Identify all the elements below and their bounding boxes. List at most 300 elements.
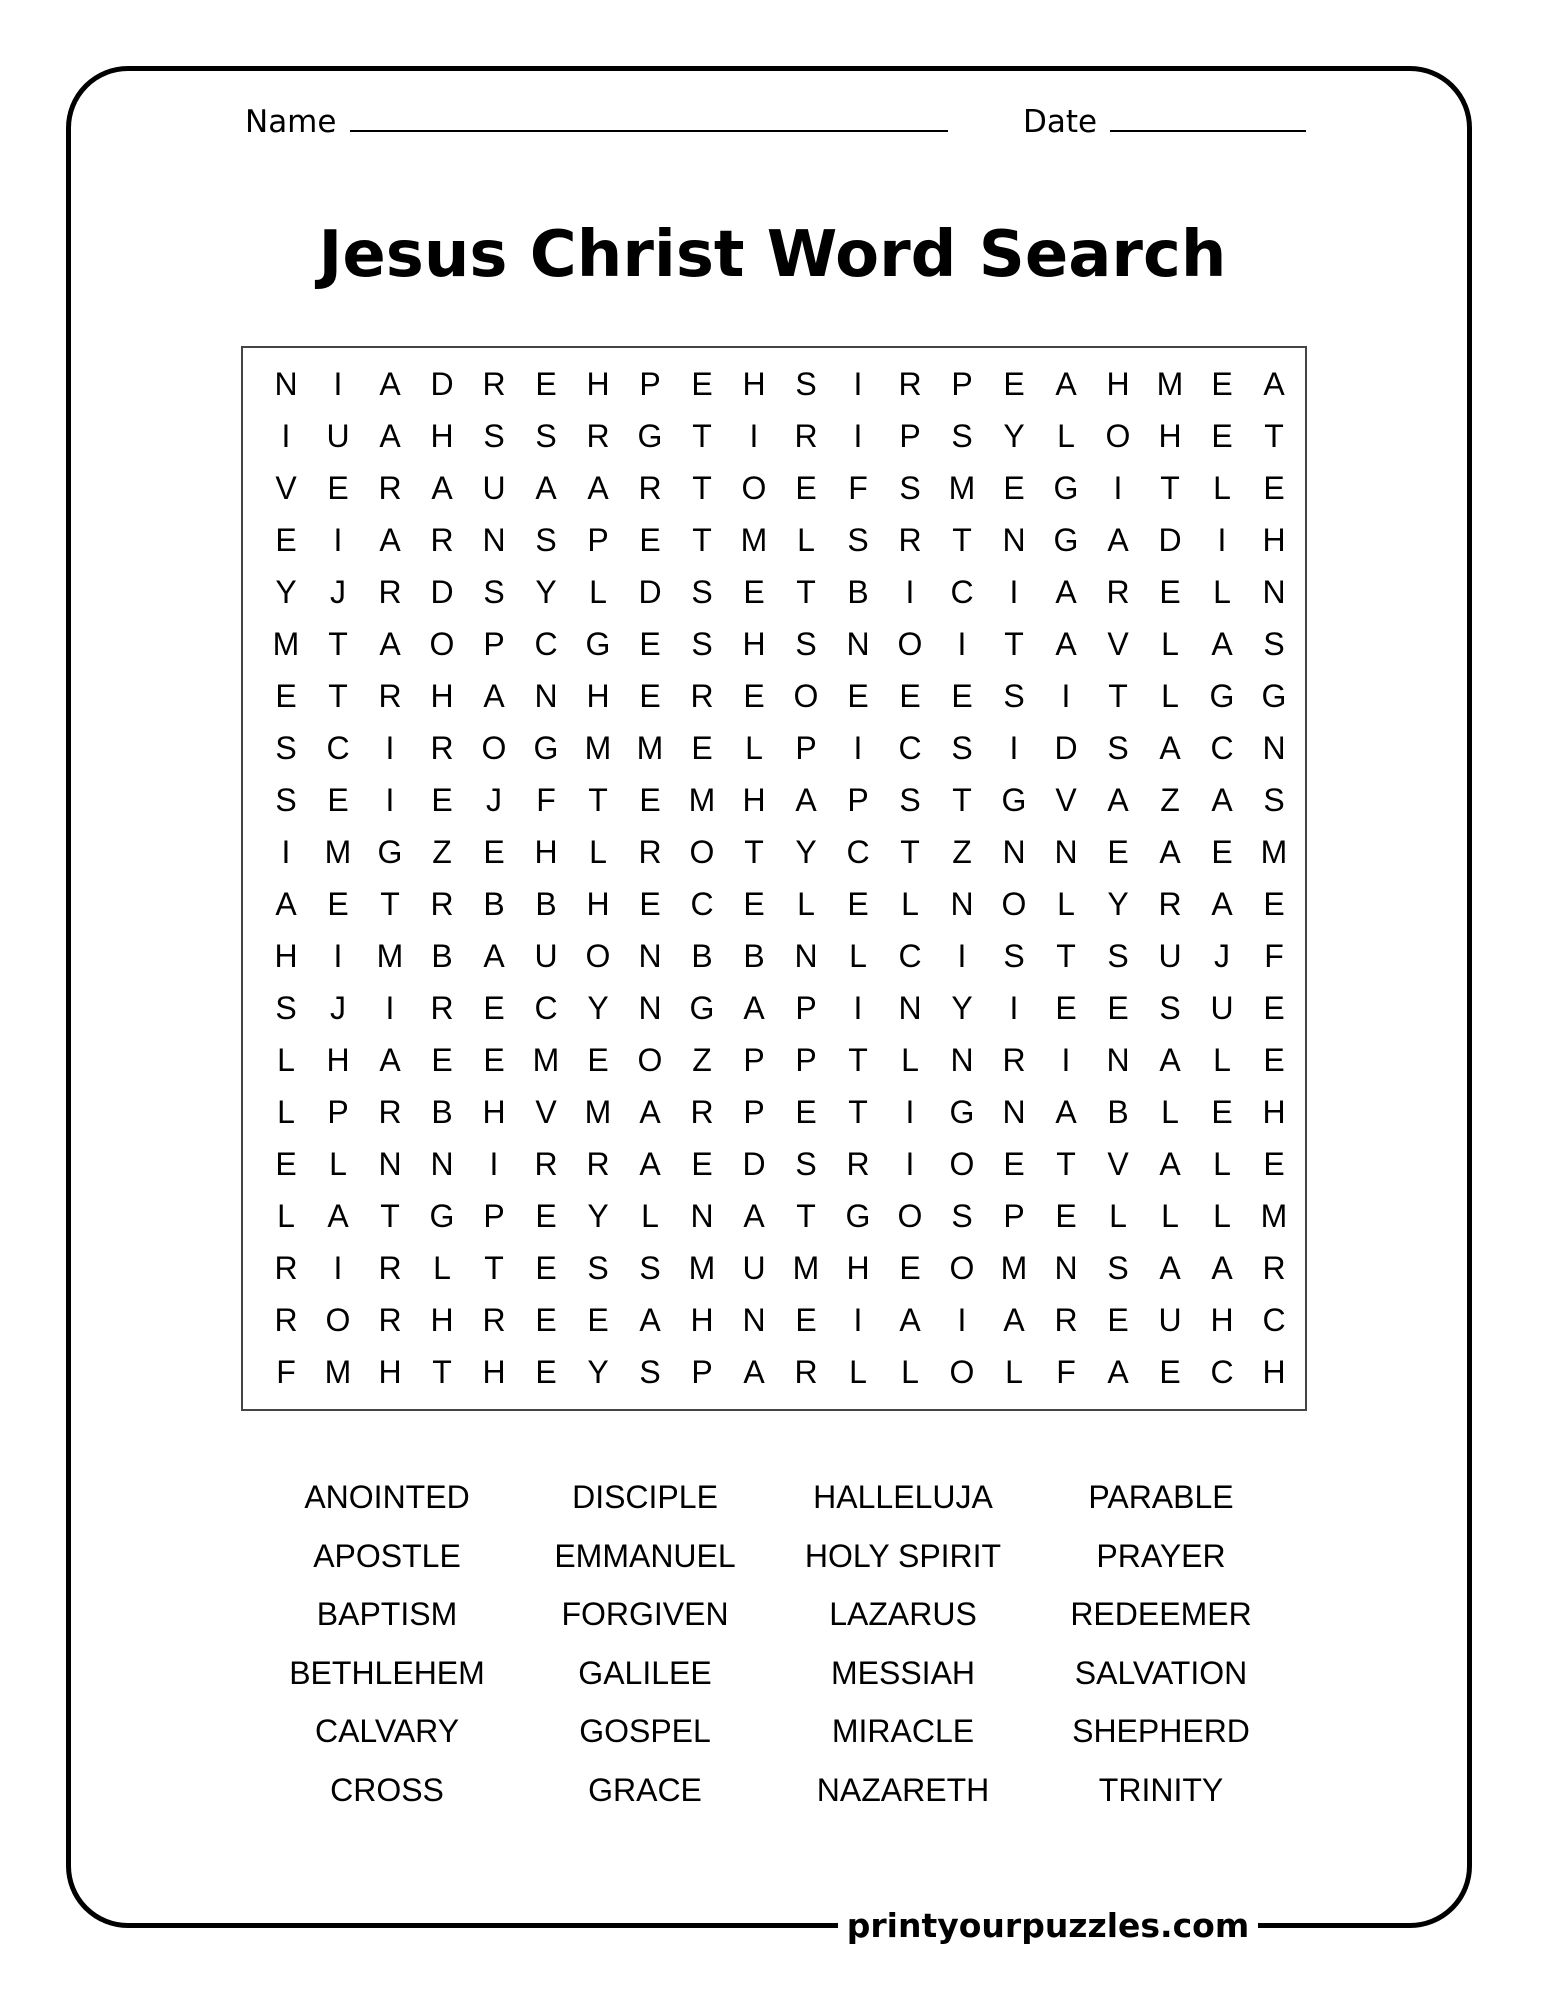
grid-letter[interactable]: E [587, 1041, 609, 1078]
grid-letter[interactable]: L [641, 1197, 659, 1234]
grid-letter[interactable]: H [430, 677, 454, 714]
grid-letter[interactable]: E [1107, 989, 1129, 1026]
grid-letter[interactable]: P [483, 625, 505, 662]
grid-letter[interactable]: L [901, 1353, 919, 1390]
grid-letter[interactable]: V [1107, 1145, 1129, 1182]
grid-letter[interactable]: E [1055, 989, 1077, 1026]
grid-letter[interactable]: S [275, 781, 297, 818]
grid-letter[interactable]: M [688, 1249, 716, 1286]
grid-letter[interactable]: F [276, 1353, 296, 1390]
grid-letter[interactable]: N [638, 989, 662, 1026]
grid-letter[interactable]: S [691, 625, 713, 662]
grid-letter[interactable]: D [430, 365, 454, 402]
grid-letter[interactable]: O [689, 833, 715, 870]
grid-letter[interactable]: N [1002, 833, 1026, 870]
grid-letter[interactable]: I [905, 1145, 915, 1182]
grid-letter[interactable]: F [1264, 937, 1284, 974]
grid-letter[interactable]: E [795, 1301, 817, 1338]
grid-letter[interactable]: S [691, 573, 713, 610]
grid-letter[interactable]: A [1055, 625, 1077, 662]
grid-letter[interactable]: A [639, 1145, 661, 1182]
grid-letter[interactable]: E [1003, 469, 1025, 506]
grid-letter[interactable]: I [853, 1301, 863, 1338]
grid-letter[interactable]: N [950, 885, 974, 922]
grid-letter[interactable]: H [586, 885, 610, 922]
grid-letter[interactable]: R [378, 1249, 402, 1286]
grid-letter[interactable]: A [899, 1301, 921, 1338]
grid-letter[interactable]: A [327, 1197, 349, 1234]
grid-letter[interactable]: C [1210, 1353, 1234, 1390]
grid-letter[interactable]: I [1009, 729, 1019, 766]
grid-letter[interactable]: I [385, 729, 395, 766]
grid-letter[interactable]: I [905, 573, 915, 610]
grid-letter[interactable]: T [900, 833, 920, 870]
grid-letter[interactable]: P [483, 1197, 505, 1234]
grid-letter[interactable]: S [1003, 677, 1025, 714]
grid-letter[interactable]: B [743, 937, 765, 974]
grid-letter[interactable]: T [588, 781, 608, 818]
grid-letter[interactable]: T [380, 1197, 400, 1234]
grid-letter[interactable]: B [483, 885, 505, 922]
grid-letter[interactable]: M [532, 1041, 560, 1078]
grid-letter[interactable]: R [638, 469, 662, 506]
grid-letter[interactable]: N [1054, 1249, 1078, 1286]
grid-letter[interactable]: S [795, 1145, 817, 1182]
grid-letter[interactable]: R [586, 417, 610, 454]
grid-letter[interactable]: R [898, 365, 922, 402]
grid-letter[interactable]: S [795, 365, 817, 402]
grid-letter[interactable]: R [1106, 573, 1130, 610]
grid-letter[interactable]: O [793, 677, 819, 714]
grid-letter[interactable]: I [281, 833, 291, 870]
grid-letter[interactable]: A [1107, 521, 1129, 558]
grid-letter[interactable]: B [691, 937, 713, 974]
grid-letter[interactable]: V [535, 1093, 557, 1130]
grid-letter[interactable]: E [327, 469, 349, 506]
grid-letter[interactable]: A [379, 625, 401, 662]
grid-letter[interactable]: E [483, 989, 505, 1026]
grid-letter[interactable]: U [482, 469, 506, 506]
grid-letter[interactable]: S [1263, 781, 1285, 818]
grid-letter[interactable]: S [1107, 1249, 1129, 1286]
grid-letter[interactable]: I [853, 989, 863, 1026]
grid-letter[interactable]: T [328, 677, 348, 714]
grid-letter[interactable]: Z [952, 833, 972, 870]
grid-letter[interactable]: E [1263, 1145, 1285, 1182]
grid-letter[interactable]: I [1009, 573, 1019, 610]
grid-letter[interactable]: T [952, 521, 972, 558]
grid-letter[interactable]: V [1055, 781, 1077, 818]
grid-letter[interactable]: F [1056, 1353, 1076, 1390]
grid-letter[interactable]: J [330, 989, 346, 1026]
grid-letter[interactable]: A [431, 469, 453, 506]
grid-letter[interactable]: R [378, 469, 402, 506]
grid-letter[interactable]: I [853, 729, 863, 766]
grid-letter[interactable]: P [951, 365, 973, 402]
grid-letter[interactable]: A [1159, 1249, 1181, 1286]
grid-letter[interactable]: R [638, 833, 662, 870]
grid-letter[interactable]: I [853, 365, 863, 402]
grid-letter[interactable]: R [1158, 885, 1182, 922]
grid-letter[interactable]: U [742, 1249, 766, 1286]
grid-letter[interactable]: O [949, 1353, 975, 1390]
grid-letter[interactable]: P [743, 1093, 765, 1130]
grid-letter[interactable]: Z [1160, 781, 1180, 818]
grid-letter[interactable]: S [951, 729, 973, 766]
grid-letter[interactable]: E [483, 833, 505, 870]
grid-letter[interactable]: N [1106, 1041, 1130, 1078]
grid-letter[interactable]: A [379, 521, 401, 558]
grid-letter[interactable]: E [275, 521, 297, 558]
grid-letter[interactable]: H [742, 781, 766, 818]
grid-letter[interactable]: M [584, 729, 612, 766]
grid-letter[interactable]: O [585, 937, 611, 974]
grid-letter[interactable]: N [794, 937, 818, 974]
grid-letter[interactable]: U [1158, 937, 1182, 974]
grid-letter[interactable]: L [745, 729, 763, 766]
grid-letter[interactable]: L [849, 937, 867, 974]
grid-letter[interactable]: G [1053, 469, 1079, 506]
grid-letter[interactable]: O [949, 1249, 975, 1286]
grid-letter[interactable]: I [957, 625, 967, 662]
grid-letter[interactable]: N [690, 1197, 714, 1234]
grid-letter[interactable]: S [1263, 625, 1285, 662]
grid-letter[interactable]: E [743, 573, 765, 610]
grid-letter[interactable]: L [1213, 469, 1231, 506]
grid-letter[interactable]: A [1055, 573, 1077, 610]
grid-letter[interactable]: C [898, 729, 922, 766]
grid-letter[interactable]: N [378, 1145, 402, 1182]
grid-letter[interactable]: M [376, 937, 404, 974]
grid-letter[interactable]: R [378, 677, 402, 714]
grid-letter[interactable]: H [586, 677, 610, 714]
grid-letter[interactable]: E [795, 1093, 817, 1130]
grid-letter[interactable]: T [744, 833, 764, 870]
grid-letter[interactable]: Z [432, 833, 452, 870]
grid-letter[interactable]: I [853, 417, 863, 454]
grid-letter[interactable]: A [639, 1301, 661, 1338]
grid-letter[interactable]: S [639, 1249, 661, 1286]
grid-letter[interactable]: S [275, 989, 297, 1026]
grid-letter[interactable]: B [847, 573, 869, 610]
grid-letter[interactable]: A [1055, 365, 1077, 402]
grid-letter[interactable]: E [275, 677, 297, 714]
grid-letter[interactable]: H [326, 1041, 350, 1078]
grid-letter[interactable]: N [1002, 1093, 1026, 1130]
grid-letter[interactable]: O [949, 1145, 975, 1182]
grid-letter[interactable]: S [483, 417, 505, 454]
grid-letter[interactable]: A [1159, 833, 1181, 870]
grid-letter[interactable]: M [636, 729, 664, 766]
grid-letter[interactable]: C [326, 729, 350, 766]
grid-letter[interactable]: N [1054, 833, 1078, 870]
grid-letter[interactable]: A [587, 469, 609, 506]
grid-letter[interactable]: E [275, 1145, 297, 1182]
grid-letter[interactable]: O [325, 1301, 351, 1338]
grid-letter[interactable]: Y [587, 1197, 609, 1234]
grid-letter[interactable]: E [1263, 469, 1285, 506]
grid-letter[interactable]: H [274, 937, 298, 974]
grid-letter[interactable]: T [848, 1041, 868, 1078]
grid-letter[interactable]: S [951, 1197, 973, 1234]
grid-letter[interactable]: E [639, 625, 661, 662]
grid-letter[interactable]: S [1107, 937, 1129, 974]
grid-letter[interactable]: H [1262, 1353, 1286, 1390]
grid-letter[interactable]: D [430, 573, 454, 610]
grid-letter[interactable]: T [484, 1249, 504, 1286]
grid-letter[interactable]: L [329, 1145, 347, 1182]
grid-letter[interactable]: E [847, 677, 869, 714]
grid-letter[interactable]: A [1211, 1249, 1233, 1286]
grid-letter[interactable]: J [1214, 937, 1230, 974]
grid-letter[interactable]: S [1003, 937, 1025, 974]
grid-letter[interactable]: B [1107, 1093, 1129, 1130]
grid-letter[interactable]: I [1061, 1041, 1071, 1078]
grid-letter[interactable]: M [740, 521, 768, 558]
grid-letter[interactable]: L [901, 885, 919, 922]
grid-letter[interactable]: E [691, 1145, 713, 1182]
grid-letter[interactable]: L [901, 1041, 919, 1078]
grid-letter[interactable]: M [324, 833, 352, 870]
grid-letter[interactable]: I [1009, 989, 1019, 1026]
grid-letter[interactable]: M [948, 469, 976, 506]
grid-letter[interactable]: E [1055, 1197, 1077, 1234]
grid-letter[interactable]: M [688, 781, 716, 818]
grid-letter[interactable]: I [905, 1093, 915, 1130]
grid-letter[interactable]: S [1107, 729, 1129, 766]
grid-letter[interactable]: U [1158, 1301, 1182, 1338]
grid-letter[interactable]: S [795, 625, 817, 662]
grid-letter[interactable]: A [1003, 1301, 1025, 1338]
grid-letter[interactable]: E [1211, 1093, 1233, 1130]
grid-letter[interactable]: R [378, 573, 402, 610]
grid-letter[interactable]: M [792, 1249, 820, 1286]
grid-letter[interactable]: E [587, 1301, 609, 1338]
grid-letter[interactable]: I [385, 781, 395, 818]
grid-letter[interactable]: T [432, 1353, 452, 1390]
grid-letter[interactable]: E [951, 677, 973, 714]
grid-letter[interactable]: G [429, 1197, 455, 1234]
grid-letter[interactable]: V [275, 469, 297, 506]
grid-letter[interactable]: L [589, 833, 607, 870]
grid-letter[interactable]: G [949, 1093, 975, 1130]
grid-letter[interactable]: I [281, 417, 291, 454]
grid-letter[interactable]: I [1217, 521, 1227, 558]
grid-letter[interactable]: E [1003, 1145, 1025, 1182]
grid-letter[interactable]: P [899, 417, 921, 454]
grid-letter[interactable]: V [1107, 625, 1129, 662]
grid-letter[interactable]: M [1000, 1249, 1028, 1286]
grid-letter[interactable]: M [324, 1353, 352, 1390]
grid-letter[interactable]: G [377, 833, 403, 870]
grid-letter[interactable]: E [639, 521, 661, 558]
grid-letter[interactable]: L [277, 1197, 295, 1234]
grid-letter[interactable]: F [848, 469, 868, 506]
grid-letter[interactable]: G [1001, 781, 1027, 818]
grid-letter[interactable]: P [795, 1041, 817, 1078]
grid-letter[interactable]: A [795, 781, 817, 818]
name-line[interactable] [350, 130, 948, 132]
grid-letter[interactable]: Y [587, 1353, 609, 1390]
grid-letter[interactable]: H [846, 1249, 870, 1286]
grid-letter[interactable]: A [1211, 625, 1233, 662]
grid-letter[interactable]: S [535, 521, 557, 558]
grid-letter[interactable]: E [691, 729, 713, 766]
grid-letter[interactable]: D [742, 1145, 766, 1182]
grid-letter[interactable]: A [535, 469, 557, 506]
grid-letter[interactable]: R [430, 885, 454, 922]
grid-letter[interactable]: Y [951, 989, 973, 1026]
grid-letter[interactable]: E [847, 885, 869, 922]
grid-letter[interactable]: U [534, 937, 558, 974]
grid-letter[interactable]: Z [692, 1041, 712, 1078]
grid-letter[interactable]: E [639, 885, 661, 922]
grid-letter[interactable]: I [957, 937, 967, 974]
grid-letter[interactable]: R [690, 1093, 714, 1130]
grid-letter[interactable]: L [1005, 1353, 1023, 1390]
grid-letter[interactable]: H [430, 417, 454, 454]
grid-letter[interactable]: H [1210, 1301, 1234, 1338]
grid-letter[interactable]: T [796, 1197, 816, 1234]
grid-letter[interactable]: A [1107, 781, 1129, 818]
grid-letter[interactable]: R [482, 1301, 506, 1338]
grid-letter[interactable]: P [795, 989, 817, 1026]
grid-letter[interactable]: R [846, 1145, 870, 1182]
grid-letter[interactable]: E [431, 781, 453, 818]
grid-letter[interactable]: E [1003, 365, 1025, 402]
date-line[interactable] [1110, 130, 1306, 132]
grid-letter[interactable]: A [1263, 365, 1285, 402]
grid-letter[interactable]: E [1159, 573, 1181, 610]
grid-letter[interactable]: I [489, 1145, 499, 1182]
grid-letter[interactable]: J [486, 781, 502, 818]
grid-letter[interactable]: S [639, 1353, 661, 1390]
grid-letter[interactable]: J [330, 573, 346, 610]
grid-letter[interactable]: E [1211, 365, 1233, 402]
grid-letter[interactable]: C [534, 625, 558, 662]
grid-letter[interactable]: O [741, 469, 767, 506]
grid-letter[interactable]: E [743, 677, 765, 714]
grid-letter[interactable]: N [482, 521, 506, 558]
grid-letter[interactable]: R [482, 365, 506, 402]
grid-letter[interactable]: G [689, 989, 715, 1026]
grid-letter[interactable]: A [379, 365, 401, 402]
grid-letter[interactable]: A [379, 1041, 401, 1078]
grid-letter[interactable]: T [1056, 937, 1076, 974]
grid-letter[interactable]: G [585, 625, 611, 662]
grid-letter[interactable]: C [846, 833, 870, 870]
grid-letter[interactable]: R [1054, 1301, 1078, 1338]
grid-letter[interactable]: E [535, 1197, 557, 1234]
grid-letter[interactable]: N [898, 989, 922, 1026]
grid-letter[interactable]: M [1260, 833, 1288, 870]
grid-letter[interactable]: T [848, 1093, 868, 1130]
grid-letter[interactable]: E [1263, 1041, 1285, 1078]
grid-letter[interactable]: O [1105, 417, 1131, 454]
grid-letter[interactable]: R [274, 1249, 298, 1286]
grid-letter[interactable]: E [535, 1301, 557, 1338]
grid-letter[interactable]: T [1056, 1145, 1076, 1182]
grid-letter[interactable]: E [1159, 1353, 1181, 1390]
grid-letter[interactable]: T [952, 781, 972, 818]
grid-letter[interactable]: A [1159, 729, 1181, 766]
grid-letter[interactable]: R [430, 521, 454, 558]
grid-letter[interactable]: Y [535, 573, 557, 610]
grid-letter[interactable]: S [1159, 989, 1181, 1026]
grid-letter[interactable]: T [380, 885, 400, 922]
grid-letter[interactable]: G [1053, 521, 1079, 558]
grid-letter[interactable]: C [534, 989, 558, 1026]
grid-letter[interactable]: H [378, 1353, 402, 1390]
grid-letter[interactable]: N [534, 677, 558, 714]
grid-letter[interactable]: O [897, 1197, 923, 1234]
grid-letter[interactable]: S [951, 417, 973, 454]
grid-letter[interactable]: S [587, 1249, 609, 1286]
grid-letter[interactable]: R [586, 1145, 610, 1182]
grid-letter[interactable]: A [1107, 1353, 1129, 1390]
grid-letter[interactable]: F [536, 781, 556, 818]
grid-letter[interactable]: H [742, 625, 766, 662]
grid-letter[interactable]: O [637, 1041, 663, 1078]
grid-letter[interactable]: C [1210, 729, 1234, 766]
grid-letter[interactable]: E [1263, 885, 1285, 922]
grid-letter[interactable]: L [433, 1249, 451, 1286]
grid-letter[interactable]: E [431, 1041, 453, 1078]
grid-letter[interactable]: T [692, 469, 712, 506]
grid-letter[interactable]: E [535, 1353, 557, 1390]
grid-letter[interactable]: N [1262, 573, 1286, 610]
grid-letter[interactable]: L [1161, 1197, 1179, 1234]
grid-letter[interactable]: I [333, 937, 343, 974]
grid-letter[interactable]: I [333, 1249, 343, 1286]
grid-letter[interactable]: L [1057, 417, 1075, 454]
grid-letter[interactable]: L [1213, 1145, 1231, 1182]
grid-letter[interactable]: U [1210, 989, 1234, 1026]
grid-letter[interactable]: E [639, 677, 661, 714]
grid-letter[interactable]: D [1054, 729, 1078, 766]
grid-letter[interactable]: H [1158, 417, 1182, 454]
grid-letter[interactable]: N [1262, 729, 1286, 766]
grid-letter[interactable]: S [899, 469, 921, 506]
grid-letter[interactable]: E [1263, 989, 1285, 1026]
grid-letter[interactable]: O [429, 625, 455, 662]
grid-letter[interactable]: C [1262, 1301, 1286, 1338]
grid-letter[interactable]: R [378, 1301, 402, 1338]
grid-letter[interactable]: I [957, 1301, 967, 1338]
grid-letter[interactable]: R [794, 417, 818, 454]
grid-letter[interactable]: D [638, 573, 662, 610]
grid-letter[interactable]: H [430, 1301, 454, 1338]
grid-letter[interactable]: E [691, 365, 713, 402]
grid-letter[interactable]: R [430, 989, 454, 1026]
grid-letter[interactable]: Y [587, 989, 609, 1026]
grid-letter[interactable]: L [797, 885, 815, 922]
grid-letter[interactable]: E [795, 469, 817, 506]
grid-letter[interactable]: A [743, 989, 765, 1026]
grid-letter[interactable]: I [385, 989, 395, 1026]
grid-letter[interactable]: R [1002, 1041, 1026, 1078]
grid-letter[interactable]: R [430, 729, 454, 766]
grid-letter[interactable]: L [1213, 1197, 1231, 1234]
grid-letter[interactable]: B [535, 885, 557, 922]
grid-letter[interactable]: H [482, 1353, 506, 1390]
grid-letter[interactable]: E [535, 365, 557, 402]
grid-letter[interactable]: N [274, 365, 298, 402]
grid-letter[interactable]: R [690, 677, 714, 714]
grid-letter[interactable]: R [1262, 1249, 1286, 1286]
grid-letter[interactable]: P [847, 781, 869, 818]
grid-letter[interactable]: A [483, 677, 505, 714]
